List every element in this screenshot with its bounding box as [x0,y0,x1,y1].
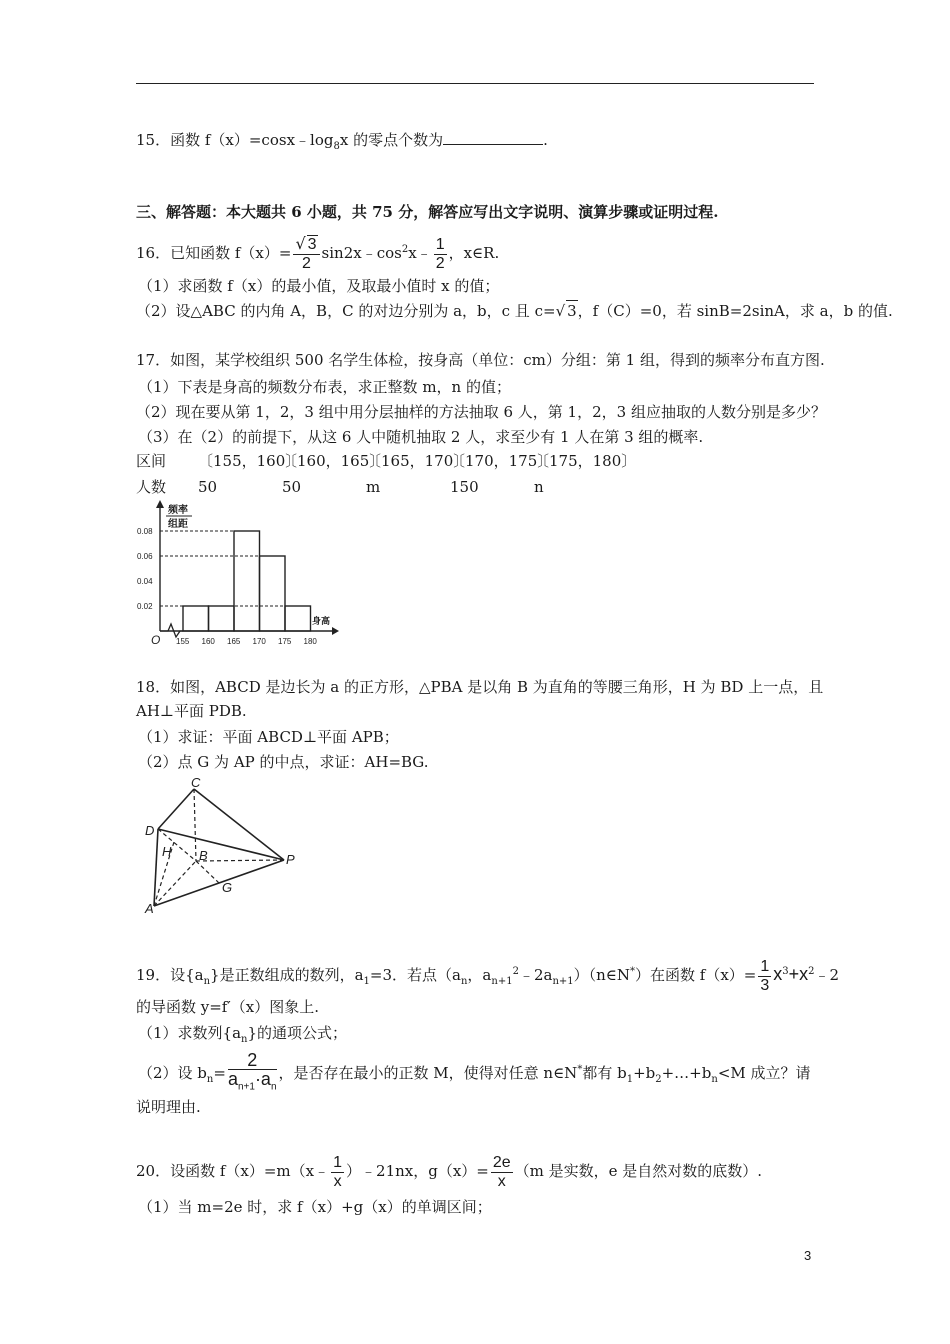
q15-period: . [543,131,548,149]
histogram-bar [285,606,311,631]
edge-CB [194,789,196,861]
q16-part-1: （1）求函数 f（x）的最小值，及取最小值时 x 的值； [138,277,500,295]
q19-t1: 19．设{a [136,966,204,984]
histogram-bar [234,531,260,631]
q17-lead: 17．如图，某学校组织 500 名学生体检，按身高（单位：cm）分组：第 1 组，得到的频率分布直方图. [136,351,825,369]
q17-part-3: （3）在（2）的前提下，从这 6 人中随机抽取 2 人，求至少有 1 人在第 3 组的概率. [138,428,704,446]
q16-p2-text: （2）设△ABC 的内角 A，B，C 的对边分别为 a，b，c 且 c= [136,302,556,320]
q19-line-last: 说明理由. [136,1098,201,1116]
frac-den: 3 [760,976,770,994]
origin-label: O [151,633,161,647]
q19-t3: =3．若点（a [369,966,461,984]
q19-p1-tail: }的通项公式； [247,1024,348,1042]
q20-part-1: （1）当 m=2e 时，求 f（x）+g（x）的单调区间； [138,1198,492,1216]
fraction-1-over-x [331,1154,344,1191]
y-axis-arrow [156,500,164,508]
q16-mid: sin2x﹣cos [321,244,402,262]
edge-CD [158,789,194,829]
frequency-table-count-row [136,477,736,497]
table-head-count: 人数 [136,478,167,496]
label-H: H [162,844,172,859]
q16-p2-tail: ，f（C）=0，若 sinB=2sinA，求 a，b 的值. [577,302,893,320]
fraction-bn [228,1051,277,1097]
y-label-top: 频率 [168,505,188,516]
q19-p2-text: （2）设 b [138,1064,207,1082]
interval-cell: 〔175，180〕 [534,452,637,470]
fraction-2e-over-x [491,1154,513,1191]
header-rule [136,83,814,84]
q19-t2: }是正数组成的数列，a [210,966,364,984]
x-axis-label: 身高 [312,616,331,626]
count-cell: 150 [450,478,479,496]
x-tick-label: 160 [201,637,215,646]
q19-p2-mid: ，是否存在最小的正数 M，使得对任意 n∈N [278,1064,578,1082]
frequency-histogram [136,498,346,648]
q15-text-b: x 的零点个数为 [339,131,444,149]
histogram-bar [260,556,286,631]
label-B: B [199,848,208,863]
frac-num: 1 [760,957,770,975]
section-3-heading: 三、解答题：本大题共 6 小题，共 75 分，解答应写出文字说明、演算步骤或证明过程. [136,203,719,221]
label-C: C [191,778,201,790]
sup-2: 2 [512,966,519,977]
question-16 [136,230,499,272]
q16-sup: 2 [401,244,409,255]
page-number: 3 [804,1248,812,1263]
sup-2: 2 [808,966,815,977]
y-tick-label: 0.02 [137,602,153,611]
answer-blank [443,130,543,145]
histogram-bar [183,606,209,631]
q16-tail: ，x∈R. [448,244,500,262]
sub-n: n [270,1081,277,1093]
label-P: P [286,852,295,867]
q19-p2-f: <M 成立？请 [717,1064,811,1082]
sub-n: n [460,976,468,987]
q15-text: 15．函数 f（x）=cosx﹣log [136,131,334,149]
x-tick-label: 180 [303,637,317,646]
fraction-sqrt3-over-2: $\frac{√ 3}{2}$ [293,235,319,273]
sub-n: n [711,1074,718,1085]
x-tick-label: 170 [252,637,266,646]
frac-den [228,1070,277,1097]
sup-star: * [577,1064,583,1075]
q20-c: （m 是实数，e 是自然对数的底数）. [514,1162,763,1180]
x-tick-label: 175 [278,637,292,646]
sub-1: 1 [363,976,370,987]
minus-2: ﹣2 [814,966,840,984]
histogram-bars [160,531,311,631]
y-tick-label: 0.08 [137,527,153,536]
q19-p2-c: 都有 b [582,1064,627,1082]
y-tick-label: 0.04 [137,577,153,586]
equals: = [213,1064,226,1082]
q19-line-2: 的导函数 y=f′（x）图象上. [136,998,319,1016]
sqrt-arg: 3 [567,302,577,320]
q19-t4: ，a [467,966,492,984]
x-axis-arrow [332,627,339,635]
q19-line-1 [136,952,839,994]
count-cell: n [534,478,544,496]
sup-3: 3 [782,966,789,977]
q18-line-2: AH⊥平面 PDB. [136,702,247,720]
sub-n1: n+1 [491,976,513,987]
q20-b: ）﹣21nx，g（x）= [346,1162,489,1180]
count-cell: 50 [198,478,218,496]
frac-num: 1 [435,235,445,253]
label-D: D [145,823,155,838]
sqrt-arg: 3 [307,236,317,253]
sub-n: n [206,1074,214,1085]
q19-t6: ）（n∈N [573,966,631,984]
frac-den: x [497,1172,506,1190]
q19-t7: ）在函数 f（x）= [635,966,757,984]
sub-n1: n+1 [552,976,574,987]
sub-n: n [203,976,211,987]
q19-t5: ﹣2a [518,966,553,984]
q18-part-2: （2）点 G 为 AP 的中点，求证：AH=BG. [138,753,429,771]
den-a: a [227,1069,238,1090]
sub-1: 1 [626,1074,634,1085]
edge-BP [196,860,284,861]
label-G: G [222,880,233,895]
frac-den: 2 [302,255,311,272]
segment-BG [196,861,219,883]
q18-line-1: 18．如图，ABCD 是边长为 a 的正方形，△PBA 是以角 B 为直角的等腰三角形，H 为 BD 上一点，且 [136,678,824,696]
frac-num: 1 [333,1153,343,1171]
pyramid-figure [136,778,311,918]
question-20 [136,1150,762,1194]
question-15 [136,130,548,157]
frac-num: 2e [492,1153,511,1171]
q19-part-1 [138,1023,347,1050]
q16-mid2: x﹣ [408,244,432,262]
q19-part-2 [138,1048,811,1094]
count-cell: m [366,478,381,496]
table-head-interval: 区间 [136,452,167,470]
q16-part-2: （2）设△ABC 的内角 A，B，C 的对边分别为 a，b，c 且 c=√ 3，f（C）=0，若 sinB=2sinA，求 a，b 的值. [136,302,893,320]
interval-cell: 〔170，175〕 [450,452,553,470]
y-tick-label: 0.06 [137,552,153,561]
sub-n1: n+1 [237,1081,255,1093]
sub-2: 2 [655,1074,662,1085]
frequency-table-header-row [136,451,736,471]
label-A: A [145,901,154,916]
count-cell: 50 [282,478,302,496]
q15-sub: 8 [333,141,340,152]
histogram-bar [209,606,235,631]
interval-cell: 〔165，170〕 [366,452,469,470]
q18-part-1: （1）求证：平面 ABCD⊥平面 APB； [138,728,399,746]
sub-n: n [241,1034,248,1045]
sup-star: * [630,966,636,977]
q19-p2-d: +b [633,1064,656,1082]
plus-x: +x [788,964,809,984]
y-label-bottom: 组距 [168,519,188,530]
fraction-1-over-3 [758,958,771,995]
fraction-1-over-2 [434,236,447,273]
frac-den: 2 [435,254,445,272]
interval-cell: 〔155，160〕 [198,452,301,470]
q19-p2-e: +…+b [661,1064,712,1082]
q17-part-2: （2）现在要从第 1，2，3 组中用分层抽样的方法抽取 6 人，第 1，2，3 组应抽取的人数分别是多少？ [136,403,826,421]
var-x: x [773,964,783,984]
q17-part-1: （1）下表是身高的频数分布表，求正整数 m，n 的值； [138,378,511,396]
x-tick-label: 165 [227,637,241,646]
q19-p1-text: （1）求数列{a [138,1024,242,1042]
q20-a: 20．设函数 f（x）=m（x﹣ [136,1162,330,1180]
frac-num: 2 [228,1051,277,1070]
interval-cell: 〔160，165〕 [282,452,385,470]
edge-DA [154,829,158,906]
den-b: ·a [254,1069,271,1090]
x-tick-label: 155 [176,637,190,646]
frac-den: x [333,1172,342,1190]
q16-lead: 16．已知函数 f（x）= [136,244,292,262]
